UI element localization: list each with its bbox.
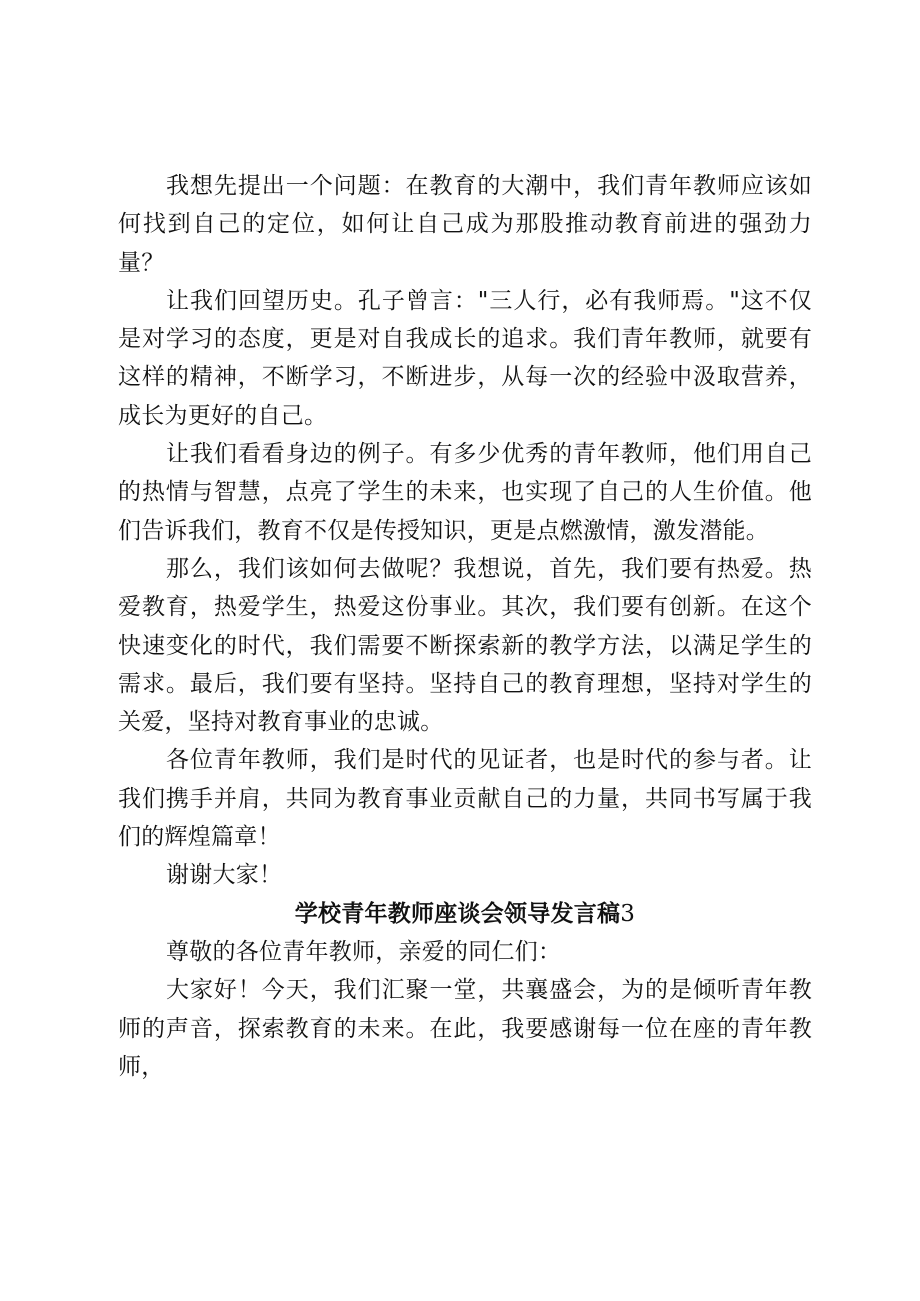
paragraph-how-to: 那么，我们该如何去做呢？我想说，首先，我们要有热爱。热爱教育，热爱学生，热爱这份事业。其次，我们要有创新。在这个快速变化的时代，我们需要不断探索新的教学方法，以满足学生的需求。最后，我们要有坚持。坚持自己的教育理想，坚持对学生的关爱，坚持对教育事业的忠诚。 (118, 555, 812, 736)
section-heading-number: 3 (620, 900, 636, 927)
section-heading (118, 895, 812, 933)
paragraph-history: 让我们回望历史。孔子曾言："三人行，必有我师焉。"这不仅是对学习的态度，更是对自我成长的追求。我们青年教师，就要有这样的精神，不断学习，不断进步，从每一次的经验中汲取营养，成长为更好的自己。 (118, 287, 812, 429)
paragraph-salutation: 尊敬的各位青年教师，亲爱的同仁们： (166, 938, 562, 965)
paragraph-question: 我想先提出一个问题：在教育的大潮中，我们青年教师应该如何找到自己的定位，如何让自己成为那股推动教育前进的强劲力量？ (118, 173, 812, 276)
paragraph-call-to-action: 各位青年教师，我们是时代的见证者，也是时代的参与者。让我们携手并肩，共同为教育事业贡献自己的力量，共同书写属于我们的辉煌篇章！ (118, 747, 812, 851)
paragraph-examples: 让我们看看身边的例子。有多少优秀的青年教师，他们用自己的热情与智慧，点亮了学生的未来，也实现了自己的人生价值。他们告诉我们，教育不仅是传授知识，更是点燃激情，激发潜能。 (118, 441, 812, 544)
paragraph-thanks: 谢谢大家！ (166, 862, 283, 889)
section-heading-title: 学校青年教师座谈会领导发言稿 (294, 900, 621, 927)
paragraph-greeting: 大家好！今天，我们汇聚一堂，共襄盛会，为的是倾听青年教师的声音，探索教育的未来。在此，我要感谢每一位在座的青年教师， (118, 977, 812, 1080)
document-body (118, 167, 812, 1086)
